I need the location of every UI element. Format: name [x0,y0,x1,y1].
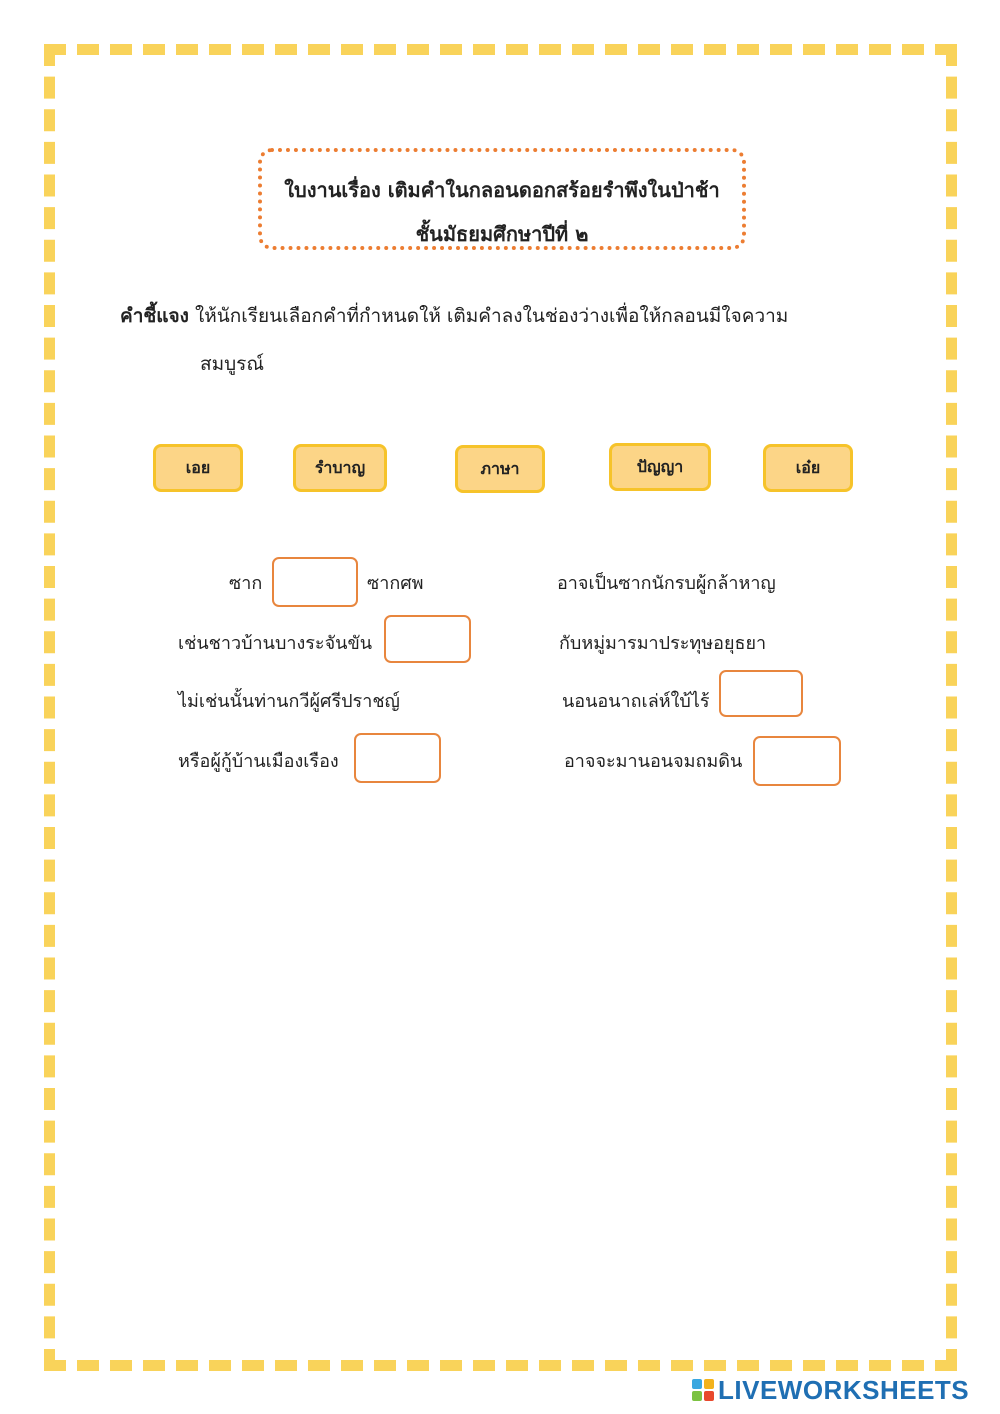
grade-level: ชั้นมัธยมศึกษาปีที่ ๒ [415,222,589,246]
logo-icon [692,1379,714,1401]
instructions-continuation: สมบูรณ์ [200,353,265,375]
poem-left-1-before: ซาก [229,573,263,594]
poem-right-4-before: อาจจะมานอนจมถมดิน [564,751,743,772]
answer-blank-2[interactable] [384,615,471,663]
answer-blank-4[interactable] [719,670,803,717]
word-chip-rambaan[interactable]: รำบาญ [293,444,387,492]
title-box [258,148,746,250]
poem-left-4-before: หรือผู้กู้บ้านเมืองเรือง [178,751,339,772]
poem-left-1-after: ซากศพ [367,573,424,594]
poem-right-1: อาจเป็นซากนักรบผู้กล้าหาญ [557,573,776,594]
word-chip-panya[interactable]: ปัญญา [609,443,711,491]
liveworksheets-logo [692,1376,969,1404]
word-chip-oei[interactable]: เอย [153,444,243,492]
poem-left-2-before: เช่นชาวบ้านบางระจันขัน [178,633,373,654]
answer-blank-5[interactable] [753,736,841,786]
worksheet-title: ใบงานเรื่อง เติมคำในกลอนดอกสร้อยรำพึงในป่าช้า [284,178,720,202]
poem-right-3-before: นอนอนาถเล่ห์ใบ้ไร้ [562,691,710,712]
brand-name: LIVEWORKSHEETS [718,1374,970,1405]
poem-left-3-before: ไม่เช่นนั้นท่านกวีผู้ศรีปราชญ์ [178,691,400,712]
instructions-label: คำชี้แจง [120,305,189,327]
word-chip-phasa[interactable]: ภาษา [455,445,545,493]
word-chip-oei-tone[interactable]: เอ๋ย [763,444,853,492]
instructions [120,304,788,328]
answer-blank-3[interactable] [354,733,441,783]
poem-right-2: กับหมู่มารมาประทุษอยุธยา [559,633,767,654]
answer-blank-1[interactable] [272,557,358,607]
instructions-text: ให้นักเรียนเลือกคำที่กำหนดให้ เติมคำลงในช่องว่างเพื่อให้กลอนมีใจความ [188,305,789,327]
